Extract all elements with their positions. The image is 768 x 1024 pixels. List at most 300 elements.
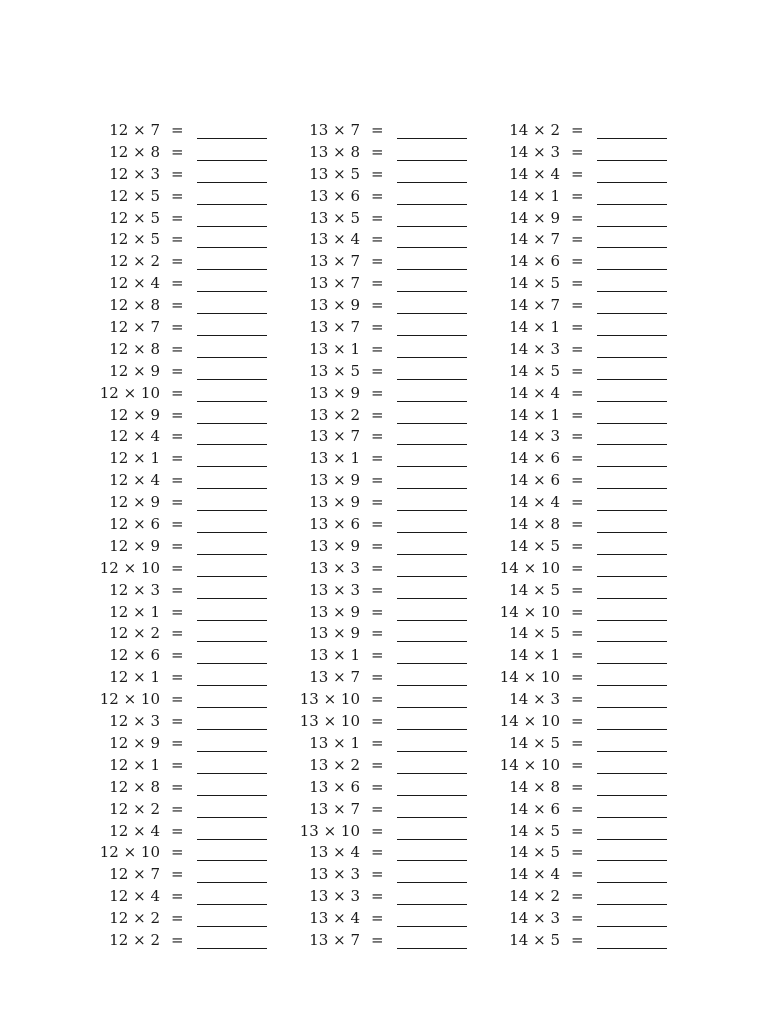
problem-row (296, 666, 496, 688)
problem-expression: 12 × 8 (109, 142, 160, 161)
problem-expression: 12 × 7 (109, 121, 160, 139)
equals-sign: = (571, 558, 584, 577)
equals-sign: = (371, 865, 384, 884)
equals-sign: = (371, 230, 384, 249)
problem-row (96, 382, 296, 404)
equals-sign: = (371, 602, 384, 621)
answer-blank[interactable] (597, 401, 667, 402)
answer-blank[interactable] (397, 882, 467, 883)
problem-row (96, 469, 296, 491)
problem-expression: 13 × 4 (309, 909, 360, 928)
answer-blank[interactable] (597, 488, 667, 489)
problem-row (496, 513, 696, 535)
equals-sign: = (171, 624, 184, 643)
answer-blank[interactable] (197, 423, 267, 424)
problem-expression: 12 × 2 (109, 930, 160, 949)
equals-sign: = (571, 580, 584, 599)
answer-blank[interactable] (197, 576, 267, 577)
answer-blank[interactable] (397, 663, 467, 664)
problem-expression: 14 × 3 (509, 339, 560, 358)
answer-blank[interactable] (597, 839, 667, 840)
answer-blank[interactable] (197, 663, 267, 664)
answer-blank[interactable] (397, 160, 467, 161)
equals-sign: = (171, 690, 184, 709)
problem-expression: 13 × 5 (309, 164, 360, 183)
equals-sign: = (571, 383, 584, 402)
problem-row (96, 601, 296, 623)
problem-row (96, 119, 296, 141)
answer-blank[interactable] (197, 510, 267, 511)
problem-expression: 14 × 5 (509, 274, 560, 293)
problem-row (496, 491, 696, 513)
problem-expression: 14 × 1 (509, 405, 560, 424)
equals-sign: = (371, 405, 384, 424)
answer-blank[interactable] (397, 182, 467, 183)
answer-blank[interactable] (597, 817, 667, 818)
equals-sign: = (571, 339, 584, 358)
answer-blank[interactable] (597, 904, 667, 905)
problem-expression: 12 × 1 (109, 755, 160, 774)
answer-blank[interactable] (597, 138, 667, 139)
problem-row (496, 666, 696, 688)
answer-blank[interactable] (197, 554, 267, 555)
equals-sign: = (171, 493, 184, 512)
answer-blank[interactable] (397, 335, 467, 336)
problem-row (496, 820, 696, 842)
problem-expression: 13 × 9 (309, 493, 360, 512)
equals-sign: = (171, 208, 184, 227)
equals-sign: = (371, 646, 384, 665)
answer-blank[interactable] (397, 904, 467, 905)
answer-blank[interactable] (197, 729, 267, 730)
problem-expression: 14 × 4 (509, 164, 560, 183)
problem-row (296, 382, 496, 404)
equals-sign: = (371, 624, 384, 643)
problem-expression: 13 × 3 (309, 580, 360, 599)
equals-sign: = (571, 427, 584, 446)
problem-row (496, 447, 696, 469)
equals-sign: = (371, 755, 384, 774)
answer-blank[interactable] (197, 182, 267, 183)
answer-blank[interactable] (597, 751, 667, 752)
problem-expression: 14 × 3 (509, 427, 560, 446)
problem-expression: 14 × 5 (509, 536, 560, 555)
problem-row (496, 622, 696, 644)
problem-row (296, 579, 496, 601)
problem-expression: 13 × 7 (309, 318, 360, 337)
problem-expression: 12 × 1 (109, 668, 160, 687)
answer-blank[interactable] (597, 532, 667, 533)
answer-blank[interactable] (597, 247, 667, 248)
answer-blank[interactable] (597, 379, 667, 380)
answer-blank[interactable] (197, 795, 267, 796)
problem-row (496, 557, 696, 579)
answer-blank[interactable] (597, 860, 667, 861)
problem-expression: 12 × 1 (109, 449, 160, 468)
answer-blank[interactable] (397, 707, 467, 708)
answer-blank[interactable] (197, 357, 267, 358)
answer-blank[interactable] (197, 926, 267, 927)
equals-sign: = (371, 383, 384, 402)
answer-blank[interactable] (397, 423, 467, 424)
equals-sign: = (371, 493, 384, 512)
equals-sign: = (371, 799, 384, 818)
equals-sign: = (571, 602, 584, 621)
equals-sign: = (571, 821, 584, 840)
problem-row (96, 228, 296, 250)
problem-row (496, 228, 696, 250)
answer-blank[interactable] (397, 379, 467, 380)
problem-row (496, 579, 696, 601)
answer-blank[interactable] (197, 817, 267, 818)
problem-row (296, 338, 496, 360)
problem-expression: 14 × 3 (509, 690, 560, 709)
answer-blank[interactable] (597, 773, 667, 774)
answer-blank[interactable] (397, 641, 467, 642)
problem-row (296, 907, 496, 929)
equals-sign: = (371, 121, 384, 139)
problem-expression: 13 × 9 (309, 383, 360, 402)
problem-expression: 14 × 5 (509, 821, 560, 840)
problem-row (96, 491, 296, 513)
answer-blank[interactable] (597, 357, 667, 358)
answer-blank[interactable] (597, 576, 667, 577)
equals-sign: = (571, 471, 584, 490)
problem-row (496, 272, 696, 294)
problem-row (496, 338, 696, 360)
answer-blank[interactable] (397, 948, 467, 949)
problem-expression: 13 × 6 (309, 515, 360, 534)
problem-expression: 14 × 5 (509, 930, 560, 949)
equals-sign: = (171, 536, 184, 555)
problem-row (96, 425, 296, 447)
answer-blank[interactable] (597, 291, 667, 292)
answer-blank[interactable] (397, 839, 467, 840)
problem-expression: 13 × 10 (299, 712, 360, 731)
equals-sign: = (371, 361, 384, 380)
problem-expression: 12 × 4 (109, 471, 160, 490)
answer-blank[interactable] (197, 379, 267, 380)
problem-expression: 14 × 1 (509, 646, 560, 665)
answer-blank[interactable] (597, 444, 667, 445)
equals-sign: = (371, 690, 384, 709)
answer-blank[interactable] (197, 685, 267, 686)
equals-sign: = (571, 142, 584, 161)
answer-blank[interactable] (397, 620, 467, 621)
answer-blank[interactable] (397, 357, 467, 358)
answer-blank[interactable] (597, 204, 667, 205)
problem-row (96, 863, 296, 885)
answer-blank[interactable] (197, 291, 267, 292)
problem-expression: 13 × 3 (309, 558, 360, 577)
answer-blank[interactable] (397, 269, 467, 270)
problem-expression: 13 × 7 (309, 668, 360, 687)
answer-blank[interactable] (597, 926, 667, 927)
problem-expression: 12 × 3 (109, 580, 160, 599)
problem-row (496, 732, 696, 754)
problem-row (496, 841, 696, 863)
answer-blank[interactable] (597, 641, 667, 642)
answer-blank[interactable] (197, 620, 267, 621)
problem-expression: 12 × 2 (109, 252, 160, 271)
problem-row (496, 119, 696, 141)
equals-sign: = (171, 558, 184, 577)
problem-row (496, 929, 696, 951)
equals-sign: = (571, 164, 584, 183)
problem-expression: 14 × 5 (509, 361, 560, 380)
equals-sign: = (571, 668, 584, 687)
problem-row (96, 732, 296, 754)
problem-row (496, 425, 696, 447)
answer-blank[interactable] (397, 860, 467, 861)
problem-row (96, 841, 296, 863)
answer-blank[interactable] (597, 226, 667, 227)
problem-row (296, 644, 496, 666)
answer-blank[interactable] (597, 160, 667, 161)
problem-expression: 13 × 9 (309, 602, 360, 621)
problem-expression: 12 × 3 (109, 712, 160, 731)
problem-row (296, 272, 496, 294)
answer-blank[interactable] (597, 620, 667, 621)
problem-row (96, 513, 296, 535)
equals-sign: = (371, 274, 384, 293)
problem-expression: 14 × 1 (509, 186, 560, 205)
answer-blank[interactable] (197, 444, 267, 445)
problem-expression: 12 × 2 (109, 624, 160, 643)
answer-blank[interactable] (597, 707, 667, 708)
equals-sign: = (371, 930, 384, 949)
problem-expression: 14 × 1 (509, 318, 560, 337)
problem-row (296, 163, 496, 185)
problem-expression: 12 × 8 (109, 296, 160, 315)
answer-blank[interactable] (197, 598, 267, 599)
problem-expression: 14 × 7 (509, 230, 560, 249)
answer-blank[interactable] (197, 313, 267, 314)
answer-blank[interactable] (197, 839, 267, 840)
problem-row (496, 404, 696, 426)
problem-expression: 12 × 9 (109, 361, 160, 380)
problem-expression: 14 × 6 (509, 799, 560, 818)
problem-expression: 14 × 10 (499, 668, 560, 687)
answer-blank[interactable] (197, 160, 267, 161)
answer-blank[interactable] (397, 926, 467, 927)
answer-blank[interactable] (597, 795, 667, 796)
answer-blank[interactable] (397, 291, 467, 292)
answer-blank[interactable] (197, 882, 267, 883)
equals-sign: = (571, 887, 584, 906)
problem-column-13 (296, 119, 496, 951)
problem-row (96, 666, 296, 688)
problem-row (96, 798, 296, 820)
answer-blank[interactable] (397, 226, 467, 227)
answer-blank[interactable] (197, 860, 267, 861)
problem-row (96, 207, 296, 229)
problem-row (96, 250, 296, 272)
answer-blank[interactable] (197, 707, 267, 708)
equals-sign: = (171, 274, 184, 293)
answer-blank[interactable] (397, 817, 467, 818)
equals-sign: = (171, 646, 184, 665)
answer-blank[interactable] (597, 269, 667, 270)
problem-row (96, 929, 296, 951)
answer-blank[interactable] (397, 532, 467, 533)
problem-expression: 13 × 2 (309, 405, 360, 424)
equals-sign: = (171, 515, 184, 534)
equals-sign: = (171, 909, 184, 928)
problem-expression: 13 × 10 (299, 690, 360, 709)
answer-blank[interactable] (397, 576, 467, 577)
problem-row (296, 557, 496, 579)
problem-expression: 13 × 1 (309, 339, 360, 358)
problem-expression: 12 × 7 (109, 865, 160, 884)
problem-expression: 14 × 10 (499, 712, 560, 731)
equals-sign: = (371, 296, 384, 315)
answer-blank[interactable] (597, 598, 667, 599)
problem-row (496, 885, 696, 907)
equals-sign: = (371, 843, 384, 862)
problem-expression: 12 × 4 (109, 427, 160, 446)
problem-row (96, 360, 296, 382)
problem-expression: 12 × 8 (109, 339, 160, 358)
problem-row (296, 228, 496, 250)
answer-blank[interactable] (397, 729, 467, 730)
equals-sign: = (371, 580, 384, 599)
answer-blank[interactable] (197, 247, 267, 248)
problem-expression: 14 × 6 (509, 471, 560, 490)
equals-sign: = (371, 733, 384, 752)
answer-blank[interactable] (197, 904, 267, 905)
problem-expression: 12 × 3 (109, 164, 160, 183)
problem-row (296, 732, 496, 754)
answer-blank[interactable] (597, 423, 667, 424)
problem-row (496, 535, 696, 557)
problem-row (296, 535, 496, 557)
problem-expression: 13 × 7 (309, 799, 360, 818)
equals-sign: = (571, 296, 584, 315)
problem-row (496, 776, 696, 798)
answer-blank[interactable] (397, 444, 467, 445)
answer-blank[interactable] (597, 466, 667, 467)
problem-row (296, 601, 496, 623)
equals-sign: = (371, 777, 384, 796)
answer-blank[interactable] (597, 882, 667, 883)
equals-sign: = (171, 471, 184, 490)
problem-row (496, 141, 696, 163)
equals-sign: = (371, 252, 384, 271)
answer-blank[interactable] (597, 948, 667, 949)
answer-blank[interactable] (397, 247, 467, 248)
answer-blank[interactable] (197, 948, 267, 949)
equals-sign: = (571, 252, 584, 271)
problem-row (296, 929, 496, 951)
equals-sign: = (171, 361, 184, 380)
equals-sign: = (571, 493, 584, 512)
answer-blank[interactable] (597, 729, 667, 730)
answer-blank[interactable] (597, 554, 667, 555)
answer-blank[interactable] (197, 532, 267, 533)
equals-sign: = (171, 121, 184, 139)
equals-sign: = (571, 690, 584, 709)
problem-expression: 14 × 6 (509, 252, 560, 271)
answer-blank[interactable] (397, 488, 467, 489)
answer-blank[interactable] (197, 488, 267, 489)
equals-sign: = (171, 843, 184, 862)
answer-blank[interactable] (197, 401, 267, 402)
answer-blank[interactable] (397, 795, 467, 796)
equals-sign: = (171, 755, 184, 774)
problem-expression: 14 × 5 (509, 580, 560, 599)
answer-blank[interactable] (397, 466, 467, 467)
answer-blank[interactable] (197, 204, 267, 205)
problem-expression: 14 × 9 (509, 208, 560, 227)
problem-row (296, 447, 496, 469)
answer-blank[interactable] (197, 269, 267, 270)
problem-expression: 13 × 1 (309, 449, 360, 468)
answer-blank[interactable] (397, 554, 467, 555)
problem-row (296, 404, 496, 426)
answer-blank[interactable] (597, 335, 667, 336)
problem-row (296, 250, 496, 272)
problem-row (296, 141, 496, 163)
answer-blank[interactable] (397, 685, 467, 686)
problem-row (496, 907, 696, 929)
answer-blank[interactable] (197, 751, 267, 752)
answer-blank[interactable] (397, 313, 467, 314)
answer-blank[interactable] (597, 663, 667, 664)
answer-blank[interactable] (597, 182, 667, 183)
problem-row (296, 820, 496, 842)
answer-blank[interactable] (397, 598, 467, 599)
answer-blank[interactable] (597, 510, 667, 511)
problem-expression: 13 × 1 (309, 733, 360, 752)
problem-expression: 13 × 7 (309, 930, 360, 949)
equals-sign: = (371, 208, 384, 227)
equals-sign: = (571, 624, 584, 643)
problem-row (496, 863, 696, 885)
problem-row (96, 820, 296, 842)
equals-sign: = (571, 449, 584, 468)
answer-blank[interactable] (197, 335, 267, 336)
problem-row (96, 338, 296, 360)
answer-blank[interactable] (397, 751, 467, 752)
answer-blank[interactable] (397, 138, 467, 139)
equals-sign: = (571, 186, 584, 205)
equals-sign: = (171, 142, 184, 161)
answer-blank[interactable] (397, 204, 467, 205)
problem-expression: 13 × 10 (299, 821, 360, 840)
answer-blank[interactable] (197, 138, 267, 139)
equals-sign: = (571, 208, 584, 227)
equals-sign: = (371, 164, 384, 183)
answer-blank[interactable] (197, 466, 267, 467)
equals-sign: = (171, 339, 184, 358)
answer-blank[interactable] (397, 401, 467, 402)
problem-expression: 13 × 7 (309, 427, 360, 446)
answer-blank[interactable] (197, 641, 267, 642)
answer-blank[interactable] (197, 226, 267, 227)
problem-expression: 14 × 6 (509, 449, 560, 468)
problem-column-12 (96, 119, 296, 951)
problem-expression: 13 × 9 (309, 536, 360, 555)
problem-expression: 12 × 9 (109, 405, 160, 424)
answer-blank[interactable] (597, 685, 667, 686)
problem-expression: 12 × 5 (109, 230, 160, 249)
answer-blank[interactable] (397, 773, 467, 774)
answer-blank[interactable] (397, 510, 467, 511)
problem-row (496, 754, 696, 776)
answer-blank[interactable] (197, 773, 267, 774)
answer-blank[interactable] (597, 313, 667, 314)
